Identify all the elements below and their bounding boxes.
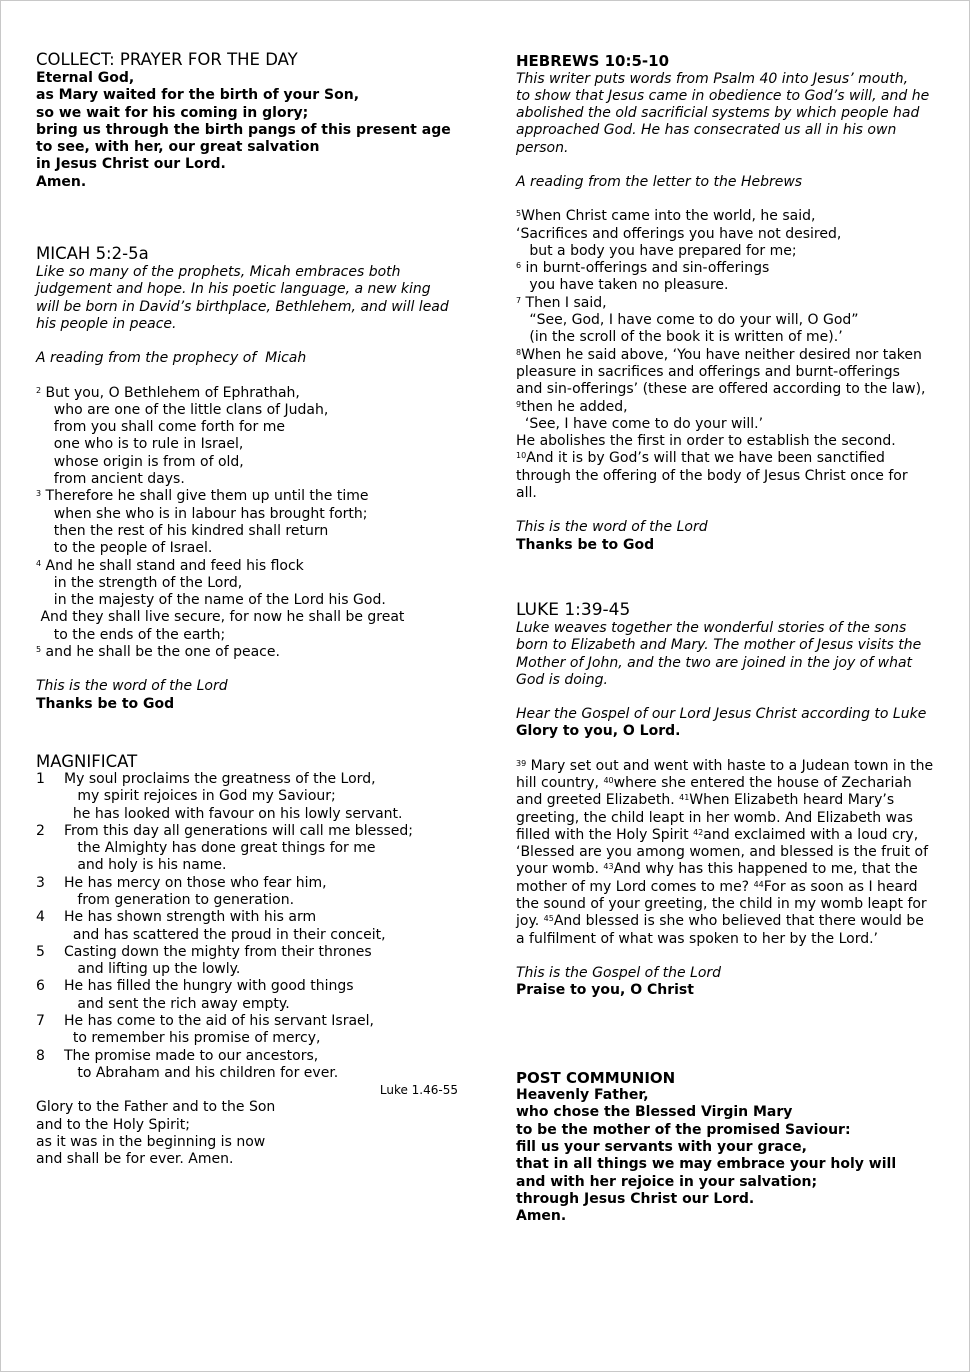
magnificat-section: [36, 753, 476, 1169]
verse-line: My soul proclaims the greatness of the Lord,: [64, 770, 376, 787]
intro-line: judgement and hope. In his poetic language, a new king: [36, 281, 431, 298]
verse-line: He has filled the hungry with good things: [64, 978, 354, 995]
verse-number: 8: [516, 347, 522, 357]
reading-line: in burnt-offerings and sin-offerings: [521, 260, 770, 277]
gloria-line: and to the Holy Spirit;: [36, 1116, 190, 1133]
verse-number: 5: [36, 645, 42, 655]
reading-line: But you, O Bethlehem of Ephrathah,: [41, 384, 300, 401]
verse-number: 41: [679, 793, 690, 803]
reading-line: “See, God, I have come to do your will, O God”: [516, 312, 859, 329]
magnificat-verse: [36, 1013, 476, 1048]
verse-number: 5: [516, 209, 522, 219]
reading-text: and exclaimed with a loud cry, ‘Blessed are you among women, and blessed is the fruit of your womb.: [516, 826, 929, 878]
left-column: [36, 50, 476, 1168]
reading-line: you have taken no pleasure.: [516, 277, 729, 294]
verse-number: 39: [516, 758, 527, 768]
hebrews-reading: [516, 208, 944, 502]
hebrews-intro: [516, 71, 944, 157]
verse-line: he has looked with favour on his lowly servant.: [64, 805, 403, 822]
intro-line: to show that Jesus came in obedience to God’s will, and he: [516, 87, 930, 104]
luke-reading: [516, 758, 936, 948]
reading-text: And why has this happened to me, that the mother of my Lord comes to me?: [516, 861, 918, 895]
hebrews-announcement: A reading from the letter to the Hebrews: [516, 173, 803, 190]
response: Thanks be to God: [36, 695, 175, 712]
reading-line: ‘See, I have come to do your will.’: [516, 415, 764, 432]
intro-line: God is doing.: [516, 671, 608, 688]
prayer-line: who chose the Blessed Virgin Mary: [516, 1104, 793, 1121]
intro-line: abolished the old sacrificial systems by which people had: [516, 105, 920, 122]
verse-line: He has come to the aid of his servant Israel,: [64, 1013, 374, 1030]
micah-reading: [36, 385, 476, 662]
micah-intro: [36, 264, 476, 333]
magnificat-verse: [36, 875, 476, 910]
reading-line: all.: [516, 485, 537, 502]
reading-text: where she entered the house of Zechariah and greeted Elizabeth.: [516, 775, 912, 809]
gloria: [36, 1099, 476, 1168]
gloria-line: as it was in the beginning is now: [36, 1133, 266, 1150]
collect-title: COLLECT: PRAYER FOR THE DAY: [36, 50, 298, 69]
collect-line: so we wait for his coming in glory;: [36, 104, 309, 121]
verse-number: 10: [516, 451, 527, 461]
reading-text: And blessed is she who believed that there would be a fulfilment of what was spoken to her by the Lord.’: [516, 913, 924, 947]
prayer-line: fill us your servants with your grace,: [516, 1138, 807, 1155]
reading-line: whose origin is from of old,: [36, 453, 244, 470]
reading-line: through the offering of the body of Jesus Christ once for: [516, 467, 908, 484]
reading-line: then he added,: [521, 398, 628, 415]
verse-number: 40: [603, 776, 614, 785]
micah-section: [36, 244, 476, 713]
luke-intro: [516, 620, 944, 689]
intro-line: This writer puts words from Psalm 40 into Jesus’ mouth,: [516, 70, 909, 87]
reading-line: when she who is in labour has brought forth;: [36, 505, 368, 522]
verse-number: 7: [516, 295, 522, 305]
reading-line: in the majesty of the name of the Lord his God.: [36, 592, 386, 609]
verse-number: 3: [36, 874, 45, 891]
verse-line: From this day all generations will call me blessed;: [64, 822, 413, 839]
reading-line: When he said above, ‘You have neither desired nor taken: [521, 346, 922, 363]
reading-line: pleasure in sacrifices and offerings and burnt-offerings: [516, 363, 900, 380]
verse-line: to Abraham and his children for ever.: [64, 1064, 339, 1081]
reading-line: who are one of the little clans of Judah,: [36, 401, 329, 418]
gloria-line: and shall be for ever. Amen.: [36, 1151, 234, 1168]
verse-number: 2: [36, 385, 42, 395]
reading-line: but a body you have prepared for me;: [516, 242, 797, 259]
right-column: [516, 53, 944, 1225]
verse-line: and has scattered the proud in their conceit,: [64, 926, 386, 943]
intro-line: born to Elizabeth and Mary. The mother of Jesus visits the: [516, 637, 922, 654]
magnificat-title: MAGNIFICAT: [36, 751, 138, 771]
verse-line: to remember his promise of mercy,: [64, 1030, 321, 1047]
reading-line: He abolishes the first in order to establish the second.: [516, 433, 896, 450]
verse-number: 2: [36, 822, 45, 839]
hebrews-title: HEBREWS 10:5-10: [516, 52, 670, 70]
verse-number: 45: [543, 914, 554, 924]
verse-line: The promise made to our ancestors,: [64, 1047, 319, 1064]
prayer-line: through Jesus Christ our Lord.: [516, 1190, 755, 1207]
reading-line: and he shall be the one of peace.: [41, 644, 280, 661]
luke-section: [516, 600, 944, 1000]
collect-line: as Mary waited for the birth of your Son,: [36, 87, 360, 104]
verse-number: 6: [36, 978, 45, 995]
prayer-line: and with her rejoice in your salvation;: [516, 1173, 818, 1190]
verse-line: my spirit rejoices in God my Saviour;: [64, 788, 336, 805]
collect-line: Amen.: [36, 173, 87, 190]
prayer-line: to be the mother of the promised Saviour:: [516, 1121, 851, 1138]
verse-number: 4: [36, 909, 45, 926]
prayer-line: that in all things we may embrace your holy will: [516, 1156, 897, 1173]
reading-text: Mary set out and went with haste to a Judean town in the hill country,: [516, 757, 934, 791]
verse-line: and holy is his name.: [64, 857, 227, 874]
verse-line: Casting down the mighty from their thrones: [64, 943, 372, 960]
reading-line: to the ends of the earth;: [36, 626, 226, 643]
reading-text: When Elizabeth heard Mary’s greeting, the child leapt in her womb. And Elizabeth was filled with the Holy Spirit: [516, 792, 913, 843]
verse-line: from generation to generation.: [64, 891, 295, 908]
intro-line: person.: [516, 139, 569, 156]
intro-line: Luke weaves together the wonderful stories of the sons: [516, 619, 907, 636]
verse-number: 43: [603, 862, 614, 872]
verse-number: 8: [36, 1047, 45, 1064]
reading-line: And it is by God’s will that we have been sanctified: [526, 450, 885, 467]
response-call: This is the Gospel of the Lord: [516, 964, 722, 981]
hebrews-section: [516, 53, 944, 554]
reading-line: (in the scroll of the book it is written of me).’: [516, 329, 843, 346]
collect-line: in Jesus Christ our Lord.: [36, 156, 226, 173]
prayer-line: Heavenly Father,: [516, 1087, 649, 1104]
verse-number: 6: [516, 261, 522, 271]
prayer-line: Amen.: [516, 1208, 567, 1225]
reading-line: from you shall come forth for me: [36, 419, 285, 436]
intro-line: approached God. He has consecrated us all in his own: [516, 122, 897, 139]
response-call: This is the word of the Lord: [516, 519, 708, 536]
reading-line: one who is to rule in Israel,: [36, 436, 244, 453]
gospel-announcement-response: Glory to you, O Lord.: [516, 723, 681, 740]
response: Praise to you, O Christ: [516, 982, 694, 999]
post-communion-section: [516, 1070, 944, 1226]
intro-line: Mother of John, and the two are joined in the joy of what: [516, 654, 913, 671]
response: Thanks be to God: [516, 536, 655, 553]
post-communion-prayer: [516, 1087, 944, 1225]
intro-line: his people in peace.: [36, 315, 177, 332]
gospel-announcement: Hear the Gospel of our Lord Jesus Christ according to Luke: [516, 706, 927, 723]
verse-number: 42: [693, 827, 704, 837]
verse-number: 9: [516, 399, 522, 409]
reading-line: When Christ came into the world, he said,: [521, 208, 816, 225]
verse-number: 44: [753, 879, 764, 889]
reading-line: in the strength of the Lord,: [36, 574, 243, 591]
verse-number: 3: [36, 489, 42, 499]
reading-line: to the people of Israel.: [36, 540, 213, 557]
micah-announcement: A reading from the prophecy of Micah: [36, 350, 307, 367]
collect-line: to see, with her, our great salvation: [36, 139, 320, 156]
verse-number: 7: [36, 1013, 45, 1030]
reading-text: For as soon as I heard the sound of your greeting, the child in my womb leapt for joy.: [516, 878, 927, 930]
reading-line: from ancient days.: [36, 471, 185, 488]
luke-title: LUKE 1:39-45: [516, 599, 631, 620]
verse-line: and sent the rich away empty.: [64, 995, 290, 1012]
reading-line: then the rest of his kindred shall return: [36, 522, 329, 539]
reading-line: and sin-offerings’ (these are offered according to the law),: [516, 381, 926, 398]
collect-line: bring us through the birth pangs of this present age: [36, 121, 451, 138]
reading-line: And he shall stand and feed his flock: [41, 557, 304, 574]
collect-section: [36, 50, 476, 191]
magnificat-source: Luke 1.46-55: [379, 1083, 458, 1098]
verse-line: and lifting up the lowly.: [64, 961, 241, 978]
intro-line: will be born in David’s birthplace, Bethlehem, and will lead: [36, 298, 449, 315]
response-call: This is the word of the Lord: [36, 678, 228, 695]
intro-line: Like so many of the prophets, Micah embraces both: [36, 264, 401, 281]
verse-number: 5: [36, 943, 45, 960]
reading-line: And they shall live secure, for now he shall be great: [36, 609, 405, 626]
verse-line: He has shown strength with his arm: [64, 909, 317, 926]
magnificat-verse: [36, 771, 476, 823]
verse-line: He has mercy on those who fear him,: [64, 874, 327, 891]
reading-line: Then I said,: [521, 294, 607, 311]
reading-line: ‘Sacrifices and offerings you have not desired,: [516, 225, 842, 242]
magnificat-verse: [36, 978, 476, 1013]
magnificat-verse: [36, 909, 476, 944]
verse-number: 1: [36, 770, 45, 787]
verse-line: the Almighty has done great things for me: [64, 840, 376, 857]
collect-prayer: [36, 70, 476, 191]
magnificat-verse: [36, 944, 476, 979]
magnificat-verse: [36, 1048, 476, 1083]
post-communion-title: POST COMMUNION: [516, 1068, 676, 1087]
reading-line: Therefore he shall give them up until the time: [41, 488, 369, 505]
collect-line: Eternal God,: [36, 70, 135, 86]
magnificat-verse: [36, 823, 476, 875]
micah-title: MICAH 5:2-5a: [36, 244, 149, 264]
verse-number: 4: [36, 558, 42, 568]
gloria-line: Glory to the Father and to the Son: [36, 1099, 276, 1116]
